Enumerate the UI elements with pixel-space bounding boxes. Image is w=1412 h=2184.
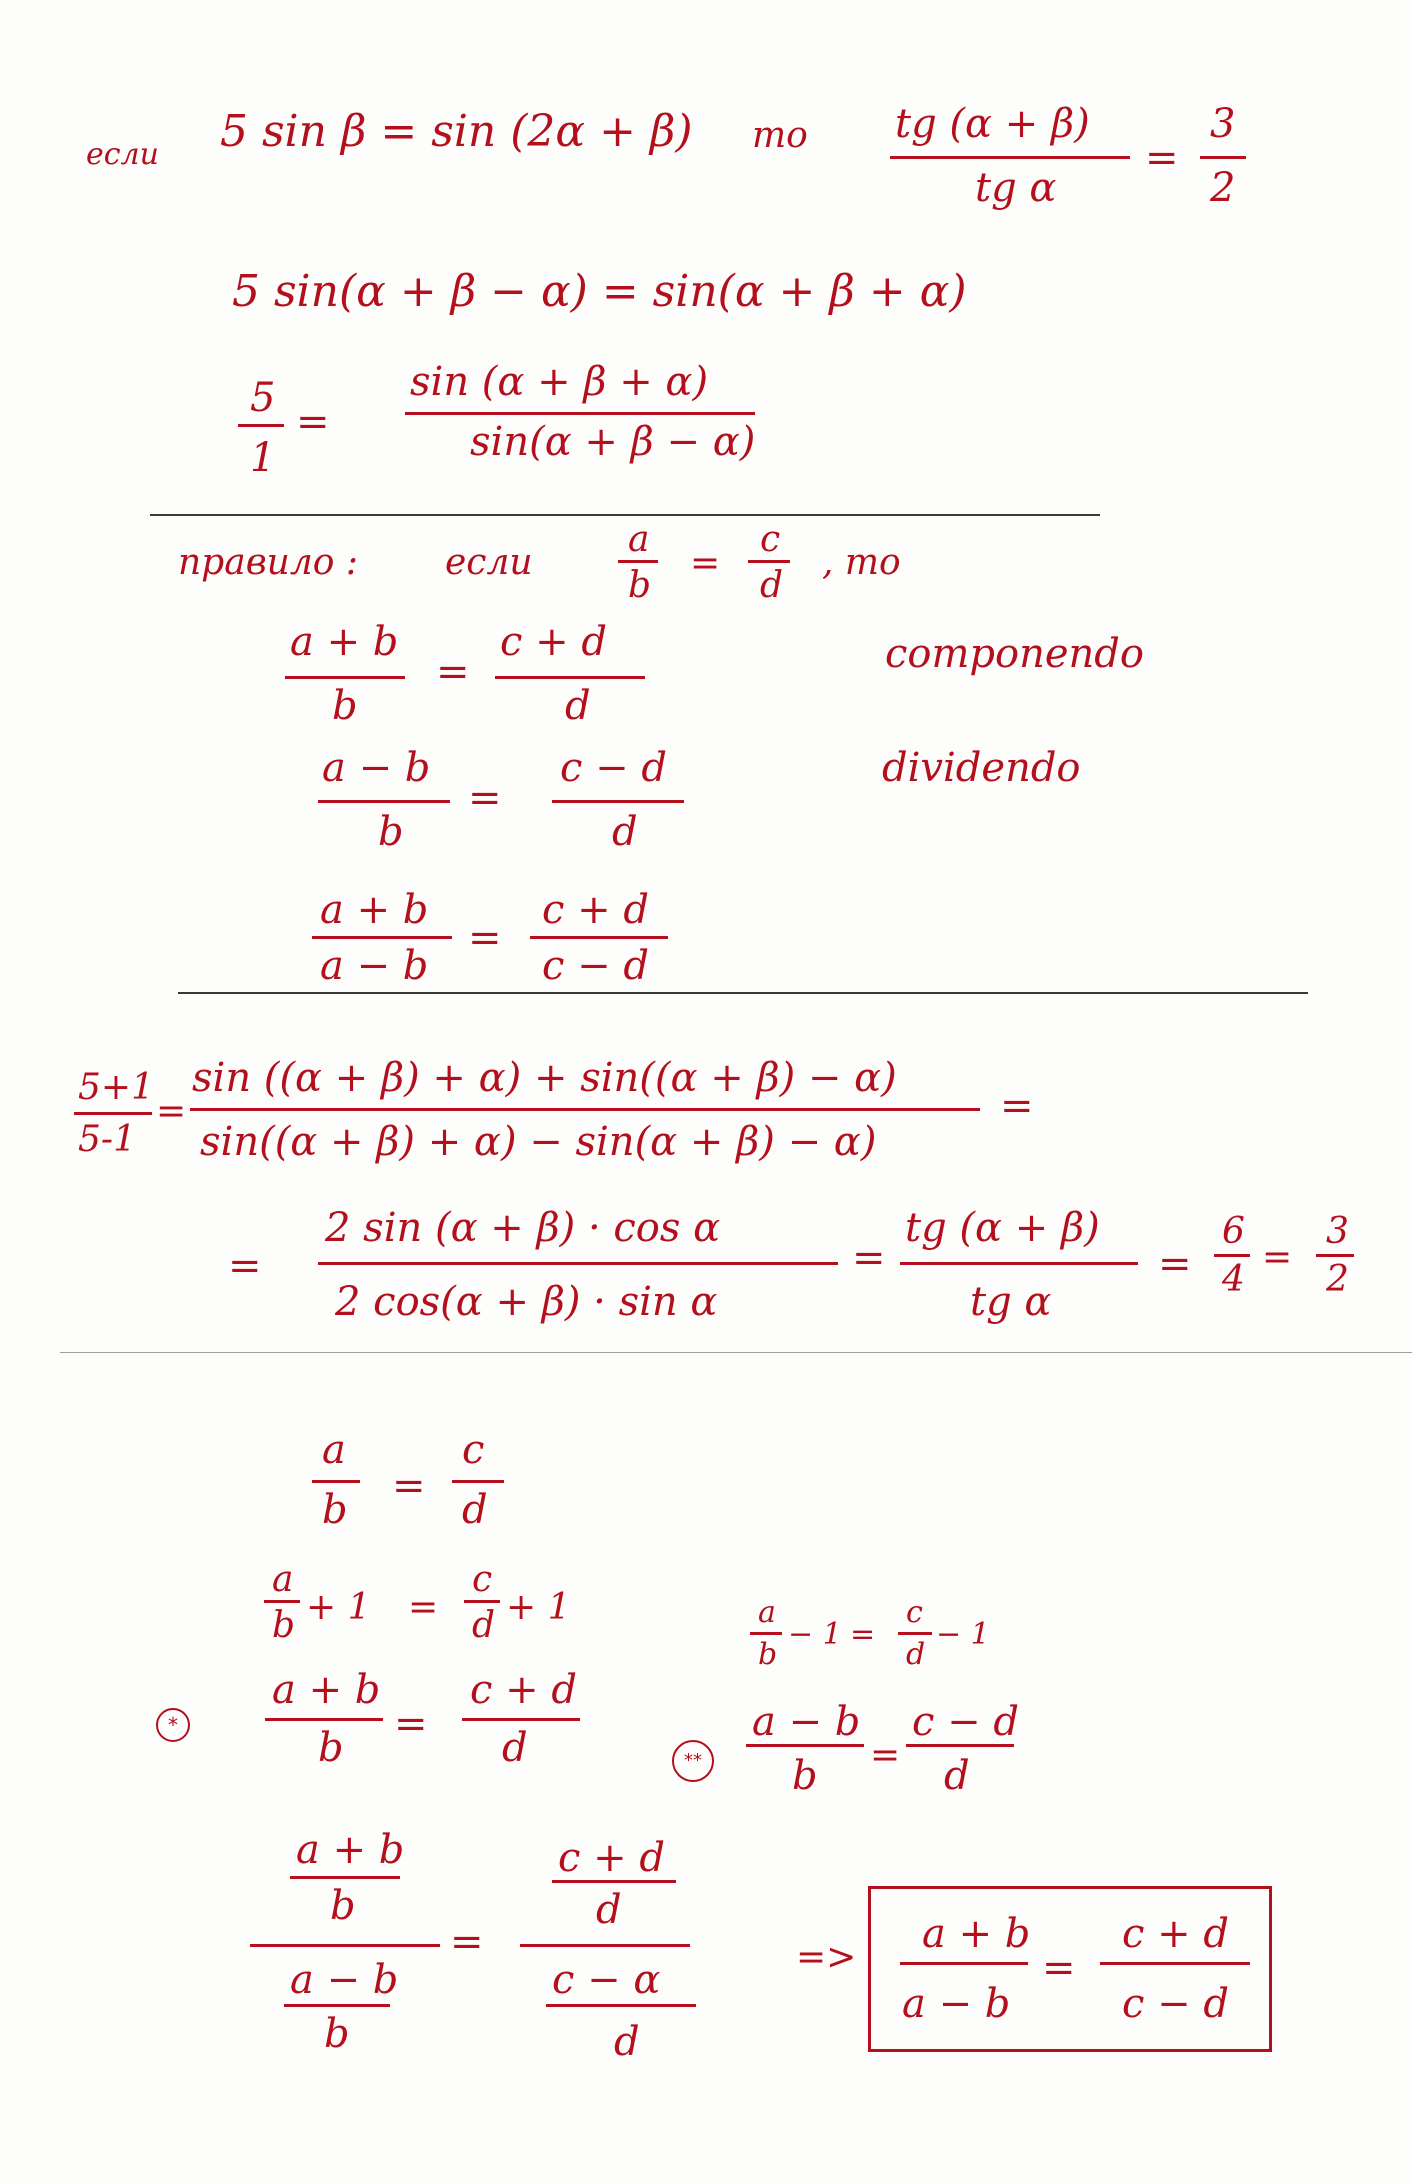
fraction-bar xyxy=(890,156,1130,159)
proof-d: d xyxy=(462,1487,488,1533)
dividendo-rden: d xyxy=(612,809,638,855)
apply-two: 2 xyxy=(1326,1259,1349,1300)
compound-d-den: d xyxy=(614,2019,640,2065)
goal-result-numerator: 3 xyxy=(1210,101,1236,147)
equals-sign: = xyxy=(1145,135,1179,181)
plus-a: a xyxy=(272,1559,294,1600)
fraction-bar xyxy=(464,1600,500,1603)
rule-label: правило : xyxy=(178,542,358,583)
rule-esli: если xyxy=(445,542,533,583)
fraction-bar xyxy=(900,1262,1138,1265)
ratio-five: 5 xyxy=(250,375,276,421)
fraction-bar xyxy=(546,2004,696,2007)
fraction-bar xyxy=(530,936,668,939)
compound-a-den: b xyxy=(330,1883,356,1929)
main-fraction-bar xyxy=(250,1944,440,1947)
star-rden: d xyxy=(502,1725,528,1771)
plus-b: b xyxy=(272,1605,296,1646)
compound-d-num: c − α xyxy=(552,1957,661,2003)
fraction-bar xyxy=(190,1108,980,1111)
apply-tg-num: tg (α + β) xyxy=(905,1205,1100,1251)
componendo-label: componendo xyxy=(885,631,1144,677)
star-lnum: a + b xyxy=(272,1667,381,1713)
to-word: то xyxy=(752,115,808,156)
fraction-bar xyxy=(900,1962,1028,1965)
equals-sign: = xyxy=(156,1091,187,1132)
equals-sign: = xyxy=(1042,1945,1076,1991)
equals-sign: = xyxy=(690,543,721,584)
minus-d: d xyxy=(906,1637,926,1672)
implies-arrow: => xyxy=(796,1937,857,1978)
fraction-bar xyxy=(312,936,452,939)
star-mark-icon: * xyxy=(156,1708,190,1742)
rule-d: d xyxy=(760,565,784,606)
fraction-bar xyxy=(552,1880,676,1883)
combined-lden: a − b xyxy=(320,943,429,989)
compound-c-num: c + d xyxy=(558,1835,665,1881)
equals-sign: = xyxy=(468,915,502,961)
given-equation: 5 sin β = sin (2α + β) xyxy=(220,106,693,157)
ratio-one: 1 xyxy=(250,435,276,481)
esli-word: если xyxy=(86,137,159,172)
fraction-bar xyxy=(318,800,450,803)
componendo-rnum: c + d xyxy=(500,619,607,665)
fraction-bar xyxy=(1200,156,1246,159)
compound-b-num: a − b xyxy=(290,1957,399,2003)
apply-denominator: sin((α + β) + α) − sin(α + β) − α) xyxy=(200,1119,877,1165)
plus-c: c xyxy=(472,1559,493,1600)
ratio-denominator: sin(α + β − α) xyxy=(470,419,756,465)
proof-c: c xyxy=(462,1427,485,1473)
fraction-bar xyxy=(264,1600,300,1603)
equals-sign: = xyxy=(392,1463,426,1509)
equals-sign: = xyxy=(468,775,502,821)
minus-one: − 1 xyxy=(788,1617,842,1652)
componendo-rden: d xyxy=(565,683,591,729)
rule-to: , то xyxy=(822,542,901,583)
apply-left-num: 5+1 xyxy=(78,1067,154,1108)
rule-b: b xyxy=(628,565,652,606)
plus-one: + 1 xyxy=(506,1587,571,1628)
plus-d: d xyxy=(472,1605,496,1646)
combined-lnum: a + b xyxy=(320,887,429,933)
proof-b: b xyxy=(322,1487,348,1533)
minus-one: − 1 xyxy=(936,1617,990,1652)
equals-sign: = xyxy=(450,1919,484,1965)
apply-numerator: sin ((α + β) + α) + sin((α + β) − α) xyxy=(192,1055,897,1101)
divider xyxy=(60,1352,1412,1353)
minus-c: c xyxy=(906,1595,923,1630)
rule-c: c xyxy=(760,519,781,560)
apply-tg-den: tg α xyxy=(970,1279,1052,1325)
apply-six: 6 xyxy=(1222,1211,1245,1252)
dstar-rnum: c − d xyxy=(912,1699,1019,1745)
fraction-bar xyxy=(746,1744,864,1747)
compound-c-den: d xyxy=(596,1887,622,1933)
double-star-mark-icon: ** xyxy=(672,1740,714,1782)
minus-b: b xyxy=(758,1637,778,1672)
dividendo-lden: b xyxy=(378,809,404,855)
divider xyxy=(178,992,1308,994)
fraction-bar xyxy=(74,1112,152,1115)
combined-rnum: c + d xyxy=(542,887,649,933)
fraction-bar xyxy=(462,1718,580,1721)
compound-b-den: b xyxy=(324,2011,350,2057)
fraction-bar xyxy=(405,412,755,415)
ratio-numerator: sin (α + β + α) xyxy=(410,359,709,405)
goal-denominator: tg α xyxy=(975,165,1057,211)
equals-sign: = xyxy=(394,1701,428,1747)
rewritten-equation: 5 sin(α + β − α) = sin(α + β + α) xyxy=(232,266,967,317)
divider xyxy=(150,514,1100,516)
fraction-bar xyxy=(898,1632,932,1635)
apply-step2-num: 2 sin (α + β) · cos α xyxy=(325,1205,721,1251)
apply-three: 3 xyxy=(1326,1211,1349,1252)
rule-a: a xyxy=(628,519,650,560)
equals-sign: = xyxy=(1262,1237,1293,1278)
star-rnum: c + d xyxy=(470,1667,577,1713)
compound-a-num: a + b xyxy=(296,1827,405,1873)
combined-rden: c − d xyxy=(542,943,649,989)
dstar-lnum: a − b xyxy=(752,1699,861,1745)
proof-a: a xyxy=(322,1427,346,1473)
dividendo-rnum: c − d xyxy=(560,745,667,791)
goal-result-denominator: 2 xyxy=(1210,165,1236,211)
componendo-lnum: a + b xyxy=(290,619,399,665)
dstar-rden: d xyxy=(944,1753,970,1799)
dividendo-label: dividendo xyxy=(882,745,1081,791)
fraction-bar xyxy=(452,1480,504,1483)
equals-sign: = xyxy=(870,1735,901,1776)
fraction-bar xyxy=(748,560,790,563)
fraction-bar xyxy=(238,424,284,427)
equals-sign: = xyxy=(436,649,470,695)
fraction-bar xyxy=(906,1744,1014,1747)
fraction-bar xyxy=(1214,1254,1250,1257)
apply-four: 4 xyxy=(1222,1259,1245,1300)
fraction-bar xyxy=(552,800,684,803)
dividendo-lnum: a − b xyxy=(322,745,431,791)
fraction-bar xyxy=(618,560,658,563)
equals-sign: = xyxy=(228,1243,262,1289)
result-lden: a − b xyxy=(902,1981,1011,2027)
dstar-lden: b xyxy=(792,1753,818,1799)
fraction-bar xyxy=(265,1718,383,1721)
result-rden: c − d xyxy=(1122,1981,1229,2027)
fraction-bar xyxy=(1100,1962,1250,1965)
goal-numerator: tg (α + β) xyxy=(895,101,1090,147)
componendo-lden: b xyxy=(332,683,358,729)
fraction-bar xyxy=(495,676,645,679)
result-rnum: c + d xyxy=(1122,1911,1229,1957)
fraction-bar xyxy=(284,2004,390,2007)
equals-sign: = xyxy=(1000,1083,1034,1129)
equals-sign: = xyxy=(296,399,330,445)
equals-sign: = xyxy=(852,1235,886,1281)
main-fraction-bar xyxy=(520,1944,690,1947)
equals-sign: = xyxy=(1158,1241,1192,1287)
fraction-bar xyxy=(290,1876,400,1879)
star-lden: b xyxy=(318,1725,344,1771)
fraction-bar xyxy=(318,1262,838,1265)
fraction-bar xyxy=(750,1632,782,1635)
equals-sign: = xyxy=(408,1587,439,1628)
apply-left-den: 5-1 xyxy=(78,1119,136,1160)
equals-sign: = xyxy=(850,1617,876,1652)
minus-a: a xyxy=(758,1595,776,1630)
result-lnum: a + b xyxy=(922,1911,1031,1957)
fraction-bar xyxy=(285,676,405,679)
apply-step2-den: 2 cos(α + β) · sin α xyxy=(335,1279,718,1325)
fraction-bar xyxy=(312,1480,360,1483)
plus-one: + 1 xyxy=(306,1587,371,1628)
fraction-bar xyxy=(1316,1254,1354,1257)
